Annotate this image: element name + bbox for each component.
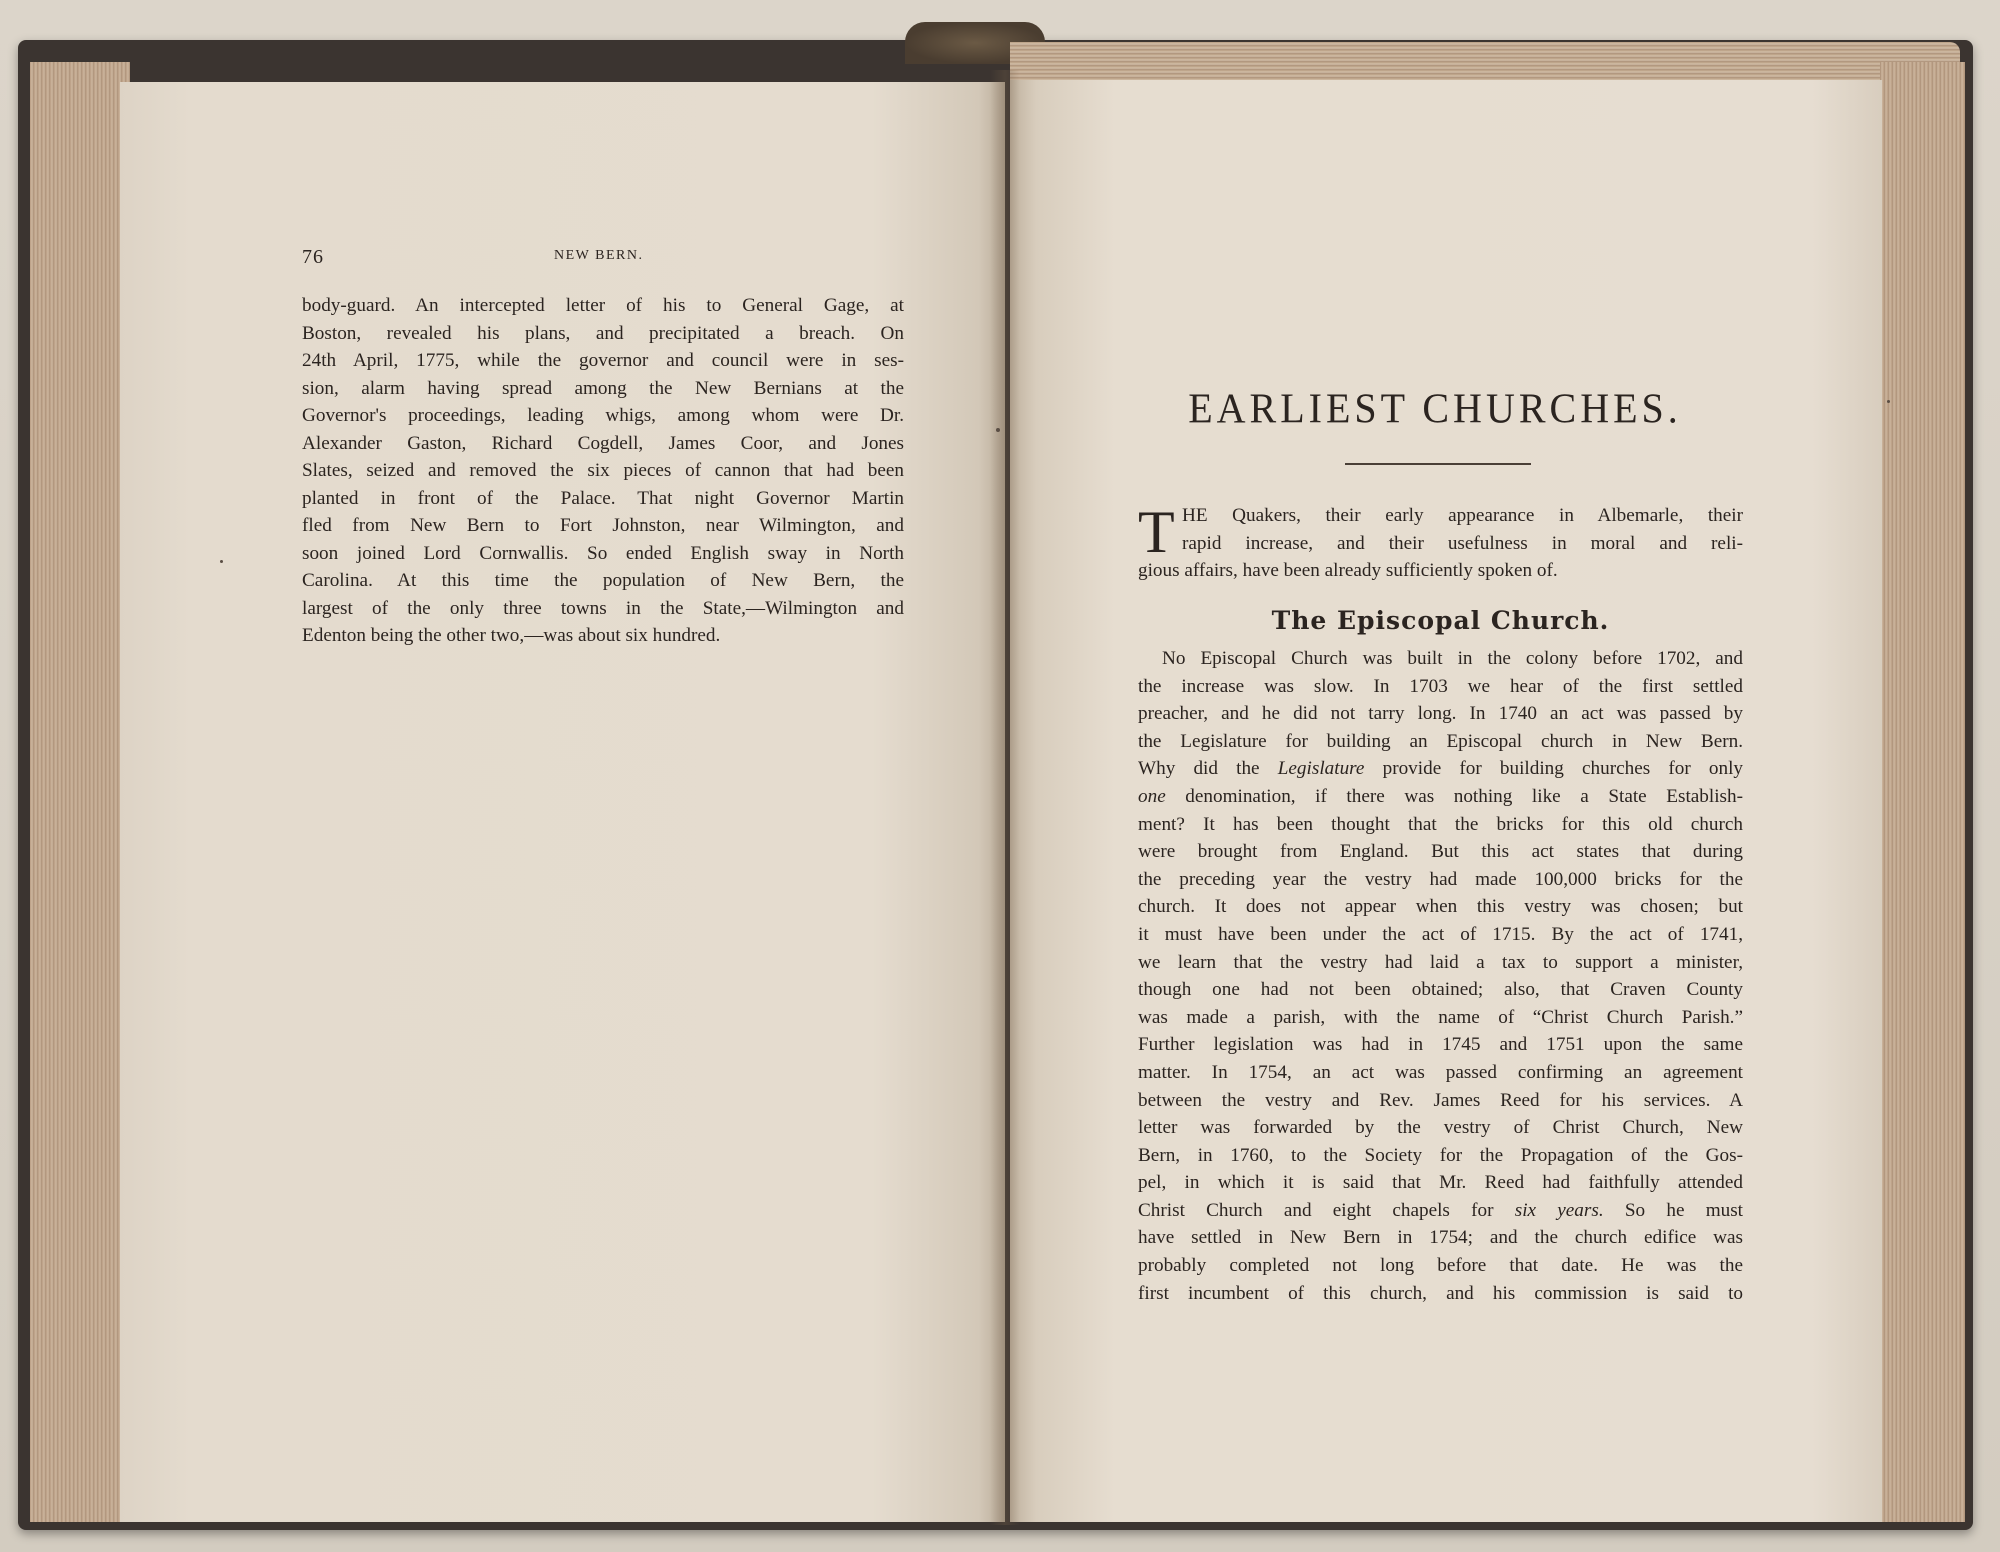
text-line: Governor's proceedings, leading whigs, among whom were Dr. [302, 405, 904, 426]
text-line: matter. In 1754, an act was passed confirming an agreement [1138, 1061, 1743, 1083]
text-line: body-guard. An intercepted letter of his to General Gage, at [302, 295, 904, 316]
text-line: Boston, revealed his plans, and precipitated a breach. On [302, 322, 904, 344]
text-line: the preceding year the vestry had made 100,000 bricks for the [1138, 868, 1743, 890]
text-line: ment? It has been thought that the bricks for this old church [1138, 813, 1743, 835]
text-line: largest of the only three towns in the State,—Wilmington and [302, 597, 904, 619]
right-body-text [1138, 645, 1743, 1307]
text-line [1138, 783, 1743, 811]
text-line: planted in front of the Palace. That night Governor Martin [302, 487, 904, 509]
page-edges-left [30, 62, 130, 1522]
text-line: sion, alarm having spread among the New Bernians at the [302, 377, 904, 399]
text-line: though one had not been obtained; also, that Craven County [1138, 979, 1743, 1001]
text-line: fled from New Bern to Fort Johnston, near Wilmington, and [302, 515, 904, 536]
chapter-intro [1138, 499, 1743, 585]
text-line: Slates, seized and removed the six pieces of cannon that had been [302, 460, 904, 481]
text-line: church. It does not appear when this vestry was chosen; but [1138, 896, 1743, 918]
text-line: were brought from England. But this act states that during [1138, 841, 1743, 863]
italic-word: six years. [1514, 1199, 1604, 1221]
text-line: we learn that the vestry had laid a tax to support a minister, [1138, 951, 1743, 973]
paper-speck [1887, 400, 1890, 403]
chapter-title: EARLIEST CHURCHES. [1188, 384, 1682, 433]
text-line: rapid increase, and their usefulness in moral and reli- [1182, 532, 1743, 554]
italic-word: Legislature [1277, 758, 1365, 780]
text-line: 24th April, 1775, while the governor and council were in ses- [302, 350, 904, 371]
running-head [302, 246, 902, 272]
text-line: Further legislation was had in 1745 and 1751 upon the same [1138, 1034, 1743, 1056]
paper-speck [220, 560, 223, 563]
text-line: pel, in which it is said that Mr. Reed had faithfully attended [1138, 1172, 1743, 1194]
text-line: preacher, and he did not tarry long. In 1740 an act was passed by [1138, 703, 1743, 725]
section-heading: The Episcopal Church. [1271, 606, 1610, 635]
drop-cap: T [1138, 499, 1175, 565]
text-line: HE Quakers, their early appearance in Albemarle, their [1182, 505, 1743, 526]
text-line: gious affairs, have been already sufficiently spoken of. [1138, 560, 1558, 581]
text-line: Alexander Gaston, Richard Cogdell, James Coor, and Jones [302, 432, 904, 454]
text-line: Carolina. At this time the population of New Bern, the [302, 570, 904, 591]
page-edges-top [1010, 42, 1960, 82]
text-span: Christ Church and eight chapels for [1138, 1199, 1515, 1221]
text-line: have settled in New Bern in 1754; and the church edifice was [1138, 1227, 1743, 1249]
text-line: between the vestry and Rev. James Reed for his services. A [1138, 1089, 1743, 1111]
text-line: No Episcopal Church was built in the colony before 1702, and [1162, 648, 1743, 669]
page-number: 76 [302, 246, 324, 268]
text-line [1138, 1197, 1743, 1225]
text-span: Why did the [1138, 758, 1278, 780]
text-line: was made a parish, with the name of “Christ Church Parish.” [1138, 1006, 1743, 1028]
page-edges-right [1880, 62, 1965, 1522]
text-line: Edenton being the other two,—was about six hundred. [302, 625, 721, 646]
paper-speck [996, 428, 1000, 432]
running-title: NEW BERN. [554, 248, 644, 263]
text-line: letter was forwarded by the vestry of Christ Church, New [1138, 1117, 1743, 1139]
text-span: So he must [1603, 1199, 1744, 1221]
text-line: probably completed not long before that date. He was the [1138, 1255, 1743, 1277]
title-divider [1345, 463, 1531, 465]
text-span: denomination, if there was nothing like a State Establish- [1185, 785, 1743, 807]
text-line: Bern, in 1760, to the Society for the Propagation of the Gos- [1138, 1144, 1743, 1166]
italic-word: one [1138, 785, 1166, 807]
text-line: soon joined Lord Cornwallis. So ended English sway in North [302, 542, 904, 564]
text-line: it must have been under the act of 1715. By the act of 1741, [1138, 923, 1743, 945]
left-body-text [302, 292, 904, 650]
text-line: the increase was slow. In 1703 we hear of the first settled [1138, 675, 1743, 697]
text-line: first incumbent of this church, and his commission is said to [1138, 1282, 1743, 1304]
text-line [1138, 755, 1743, 783]
text-line: the Legislature for building an Episcopal church in New Bern. [1138, 730, 1743, 752]
text-span: provide for building churches for only [1364, 758, 1743, 780]
book-gutter [990, 70, 1020, 1525]
